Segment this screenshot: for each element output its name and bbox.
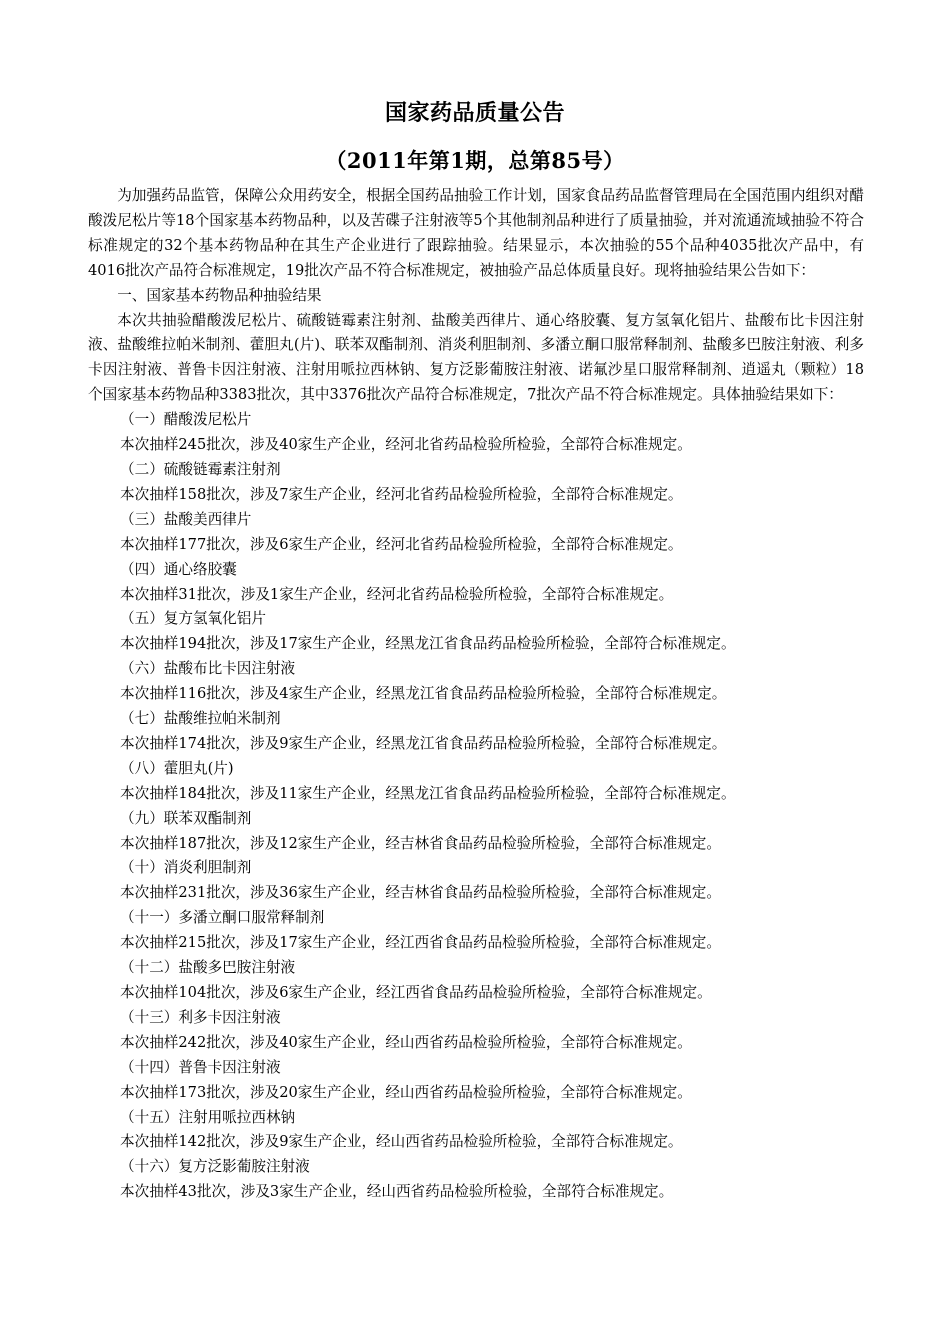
item-title: （九）联苯双酯制剂 [120,809,252,827]
item-text: 本次抽样245批次，涉及40家生产企业，经河北省药品检验所检验，全部符合标准规定。 [120,436,692,454]
item-text: 本次抽样173批次，涉及20家生产企业，经山西省药品检验所检验，全部符合标准规定。 [120,1083,692,1101]
item-text: 本次抽样174批次，涉及9家生产企业，经黑龙江省食品药品检验所检验，全部符合标准规定。 [120,734,727,752]
item-text: 本次抽样116批次，涉及4家生产企业，经黑龙江省食品药品检验所检验，全部符合标准规定。 [120,685,727,703]
item-title: （十三）利多卡因注射液 [120,1008,281,1026]
section-summary: 本次共抽验醋酸泼尼松片、硫酸链霉素注射剂、盐酸美西律片、通心络胶囊、复方氢氧化铝片、盐酸布比卡因注射液、盐酸维拉帕米制剂、藿胆丸(片)、联苯双酯制剂、消炎利胆制剂、多潘立酮口服常释制剂、盐酸多巴胺注射液、利多卡因注射液、普鲁卡因注射液、注射用哌拉西林钠、复方泛影葡胺注射液、诺氟沙星口服常释制剂、逍遥丸（颗粒）18个国家基本药物品种3383批次，其中3376批次产品符合标准规定，7批次产品不符合标准规定。具体抽验结果如下： [88,311,864,404]
item-text: 本次抽样184批次，涉及11家生产企业，经黑龙江省食品药品检验所检验，全部符合标准规定。 [120,784,736,802]
intro-paragraph: 为加强药品监管，保障公众用药安全，根据全国药品抽验工作计划，国家食品药品监督管理局在全国范围内组织对醋酸泼尼松片等18个国家基本药物品种，以及苦碟子注射液等5个其他制剂品种进行了质量抽验，并对流通流域抽验不符合标准规定的32个基本药物品种在其生产企业进行了跟踪抽验。结果显示，本次抽验的55个品种4035批次产品中，有4016批次产品符合标准规定，19批次产品不符合标准规定，被抽验产品总体质量良好。现将抽验结果公告如下： [88,187,864,279]
item-title: （十）消炎利胆制剂 [120,859,252,877]
item-title: （十六）复方泛影葡胺注射液 [120,1158,310,1176]
item-title: （十四）普鲁卡因注射液 [120,1058,281,1076]
item-text: 本次抽样242批次，涉及40家生产企业，经山西省药品检验所检验，全部符合标准规定。 [120,1033,692,1051]
document-title: 国家药品质量公告 [384,100,565,126]
item-text: 本次抽样215批次，涉及17家生产企业，经江西省食品药品检验所检验，全部符合标准规定。 [120,934,721,952]
item-text: 本次抽样231批次，涉及36家生产企业，经吉林省食品药品检验所检验，全部符合标准规定。 [120,884,721,902]
item-text: 本次抽样43批次，涉及3家生产企业，经山西省药品检验所检验，全部符合标准规定。 [120,1183,674,1201]
item-title: （六）盐酸布比卡因注射液 [120,660,296,678]
item-title: （十五）注射用哌拉西林钠 [120,1108,296,1126]
item-text: 本次抽样177批次，涉及6家生产企业，经河北省药品检验所检验，全部符合标准规定。 [120,535,683,553]
item-text: 本次抽样194批次，涉及17家生产企业，经黑龙江省食品药品检验所检验，全部符合标准规定。 [120,635,736,653]
item-title: （十二）盐酸多巴胺注射液 [120,959,296,977]
item-title: （十一）多潘立酮口服常释制剂 [120,909,325,927]
document-subtitle: （2011年第1期，总第85号） [325,148,625,173]
item-text: 本次抽样158批次，涉及7家生产企业，经河北省药品检验所检验，全部符合标准规定。 [120,485,683,503]
item-title: （一）醋酸泼尼松片 [120,411,252,429]
item-title: （五）复方氢氧化铝片 [120,610,266,628]
item-title: （二）硫酸链霉素注射剂 [120,460,281,478]
item-title: （四）通心络胶囊 [120,560,237,578]
item-title: （七）盐酸维拉帕米制剂 [120,710,281,728]
item-title: （三）盐酸美西律片 [120,510,252,528]
item-text: 本次抽样31批次，涉及1家生产企业，经河北省药品检验所检验，全部符合标准规定。 [120,585,674,603]
item-title: （八）藿胆丸(片) [120,759,234,777]
item-text: 本次抽样187批次，涉及12家生产企业，经吉林省食品药品检验所检验，全部符合标准规定。 [120,834,721,852]
section-heading: 一、国家基本药物品种抽验结果 [117,286,322,304]
item-text: 本次抽样104批次，涉及6家生产企业，经江西省食品药品检验所检验，全部符合标准规定。 [120,984,712,1001]
item-text: 本次抽样142批次，涉及9家生产企业，经山西省药品检验所检验，全部符合标准规定。 [120,1133,683,1151]
document-body [88,184,864,1205]
